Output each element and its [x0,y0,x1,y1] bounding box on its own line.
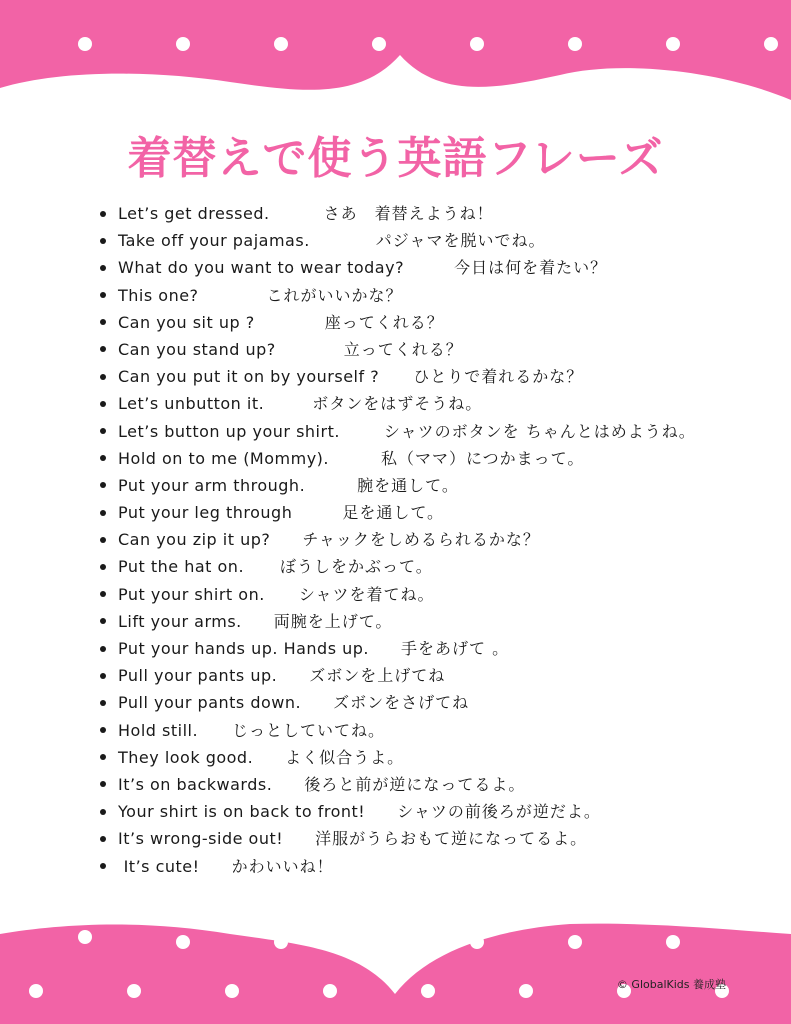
phrase-item [100,717,696,744]
phrase-english: Put your hands up. Hands up. [118,639,369,658]
bullet-icon [100,727,106,733]
phrase-english: Put your leg through [118,503,293,523]
phrase-japanese: ひとりで着れるかな？ [413,367,584,387]
phrase-english: Put your shirt on. [118,584,265,604]
phrase-japanese: 足を通して。 [342,503,445,523]
bullet-icon [100,211,106,217]
bullet-icon [100,238,106,244]
bullet-icon [100,863,106,869]
phrase-english: It’s on backwards. [118,774,273,794]
bottom-wave-graphic [0,904,791,1024]
phrase-japanese: よく似合うよ。 [285,747,405,767]
bullet-icon [100,374,106,380]
phrase-english: Can you put it on by yourself ? [118,367,380,387]
bullet-icon [100,537,106,543]
phrase-english: Hold on to me (Mommy). [118,448,329,468]
page-title: 着替えで使う英語フレーズ [127,133,664,184]
phrase-japanese: ズボンをさげてね [333,693,470,713]
phrase-english: It’s cute! [118,856,200,876]
copyright-notice: © GlobalKids 養成塾 [616,978,726,991]
phrase-item [100,282,696,309]
bullet-icon [100,319,106,325]
bullet-icon [100,428,106,434]
phrase-list [100,200,696,880]
phrase-item [100,662,696,689]
phrase-english: Take off your pajamas. [118,231,310,251]
phrase-japanese: 両腕を上げて。 [273,611,393,631]
phrase-japanese: これがいいかな？ [266,285,403,305]
phrase-japanese: 座ってくれる？ [324,312,444,332]
phrase-japanese: 後ろと前が逆になってるよ。 [304,774,526,794]
bullet-icon [100,646,106,652]
bullet-icon [100,618,106,624]
phrase-item [100,363,696,390]
bullet-icon [100,455,106,461]
phrase-item [100,254,696,281]
phrase-japanese: シャツのボタンを ちゃんとはめようね。 [383,421,696,441]
phrase-japanese: 立ってくれる？ [343,339,463,359]
bottom-polka-dot-banner [0,904,791,1024]
phrase-english: Your shirt is on back to front! [118,802,366,822]
phrase-japanese: パジャマを脱いでね。 [375,231,546,251]
phrase-english: They look good. [118,747,254,767]
bullet-icon [100,673,106,679]
bullet-icon [100,591,106,597]
bullet-icon [100,754,106,760]
phrase-item [100,689,696,716]
phrase-item [100,472,696,499]
phrase-item [100,635,696,662]
phrase-english: This one? [118,285,199,305]
phrase-japanese: チャックをしめるられるかな？ [302,530,540,550]
phrase-item [100,309,696,336]
phrase-item [100,227,696,254]
phrase-item [100,526,696,553]
phrase-english: Pull your pants up. [118,666,278,686]
phrase-english: Lift your arms. [118,611,242,631]
phrase-japanese: 腕を通して。 [357,475,459,495]
phrase-item [100,608,696,635]
phrase-japanese: ズボンを上げてね [309,666,446,686]
phrase-japanese: シャツを着てね。 [298,584,435,604]
bullet-icon [100,401,106,407]
top-wave-graphic [0,0,791,130]
phrase-item [100,744,696,771]
phrase-english: Can you stand up? [118,339,276,359]
bullet-icon [100,482,106,488]
phrase-japanese: 手をあげて 。 [401,639,510,658]
phrase-item [100,771,696,798]
phrase-english: Hold still. [118,720,199,740]
phrase-japanese: ぼうしをかぶって。 [280,557,433,577]
phrase-english: Put the hat on. [118,557,245,577]
phrase-item [100,200,696,227]
phrase-item [100,825,696,852]
phrase-japanese: 私（ママ）につかまって。 [381,448,585,468]
phrase-english: Let’s get dressed. [118,204,270,223]
phrase-japanese: かわいいね！ [231,856,334,876]
bullet-icon [100,836,106,842]
phrase-item [100,390,696,417]
phrase-english: Put your arm through. [118,475,306,495]
phrase-japanese: ボタンをはずそうね。 [312,394,483,414]
bullet-icon [100,510,106,516]
bullet-icon [100,781,106,787]
bullet-icon [100,346,106,352]
phrase-japanese: 洋服がうらおもて逆になってるよ。 [315,829,588,849]
phrase-item [100,445,696,472]
bullet-icon [100,564,106,570]
phrase-item [100,336,696,363]
bullet-icon [100,809,106,815]
phrase-item [100,418,696,445]
phrase-item [100,553,696,580]
phrase-japanese: さあ 着替えようね！ [323,204,494,223]
phrase-english: Can you zip it up? [118,530,271,550]
phrase-item [100,499,696,526]
phrase-item [100,798,696,825]
phrase-english: It’s wrong-side out! [118,829,284,849]
phrase-english: Can you sit up ? [118,312,255,332]
bullet-icon [100,265,106,271]
phrase-japanese: 今日は何を着たい？ [454,258,608,278]
phrase-item [100,853,696,880]
bullet-icon [100,292,106,298]
phrase-english: Let’s unbutton it. [118,394,265,414]
phrase-english: What do you want to wear today? [118,258,405,278]
phrase-japanese: シャツの前後ろが逆だよ。 [397,802,601,822]
phrase-english: Pull your pants down. [118,693,302,713]
bullet-icon [100,700,106,706]
phrase-item [100,581,696,608]
phrase-japanese: じっとしていてね。 [232,720,386,740]
phrase-english: Let’s button up your shirt. [118,421,340,441]
top-polka-dot-banner [0,0,791,130]
